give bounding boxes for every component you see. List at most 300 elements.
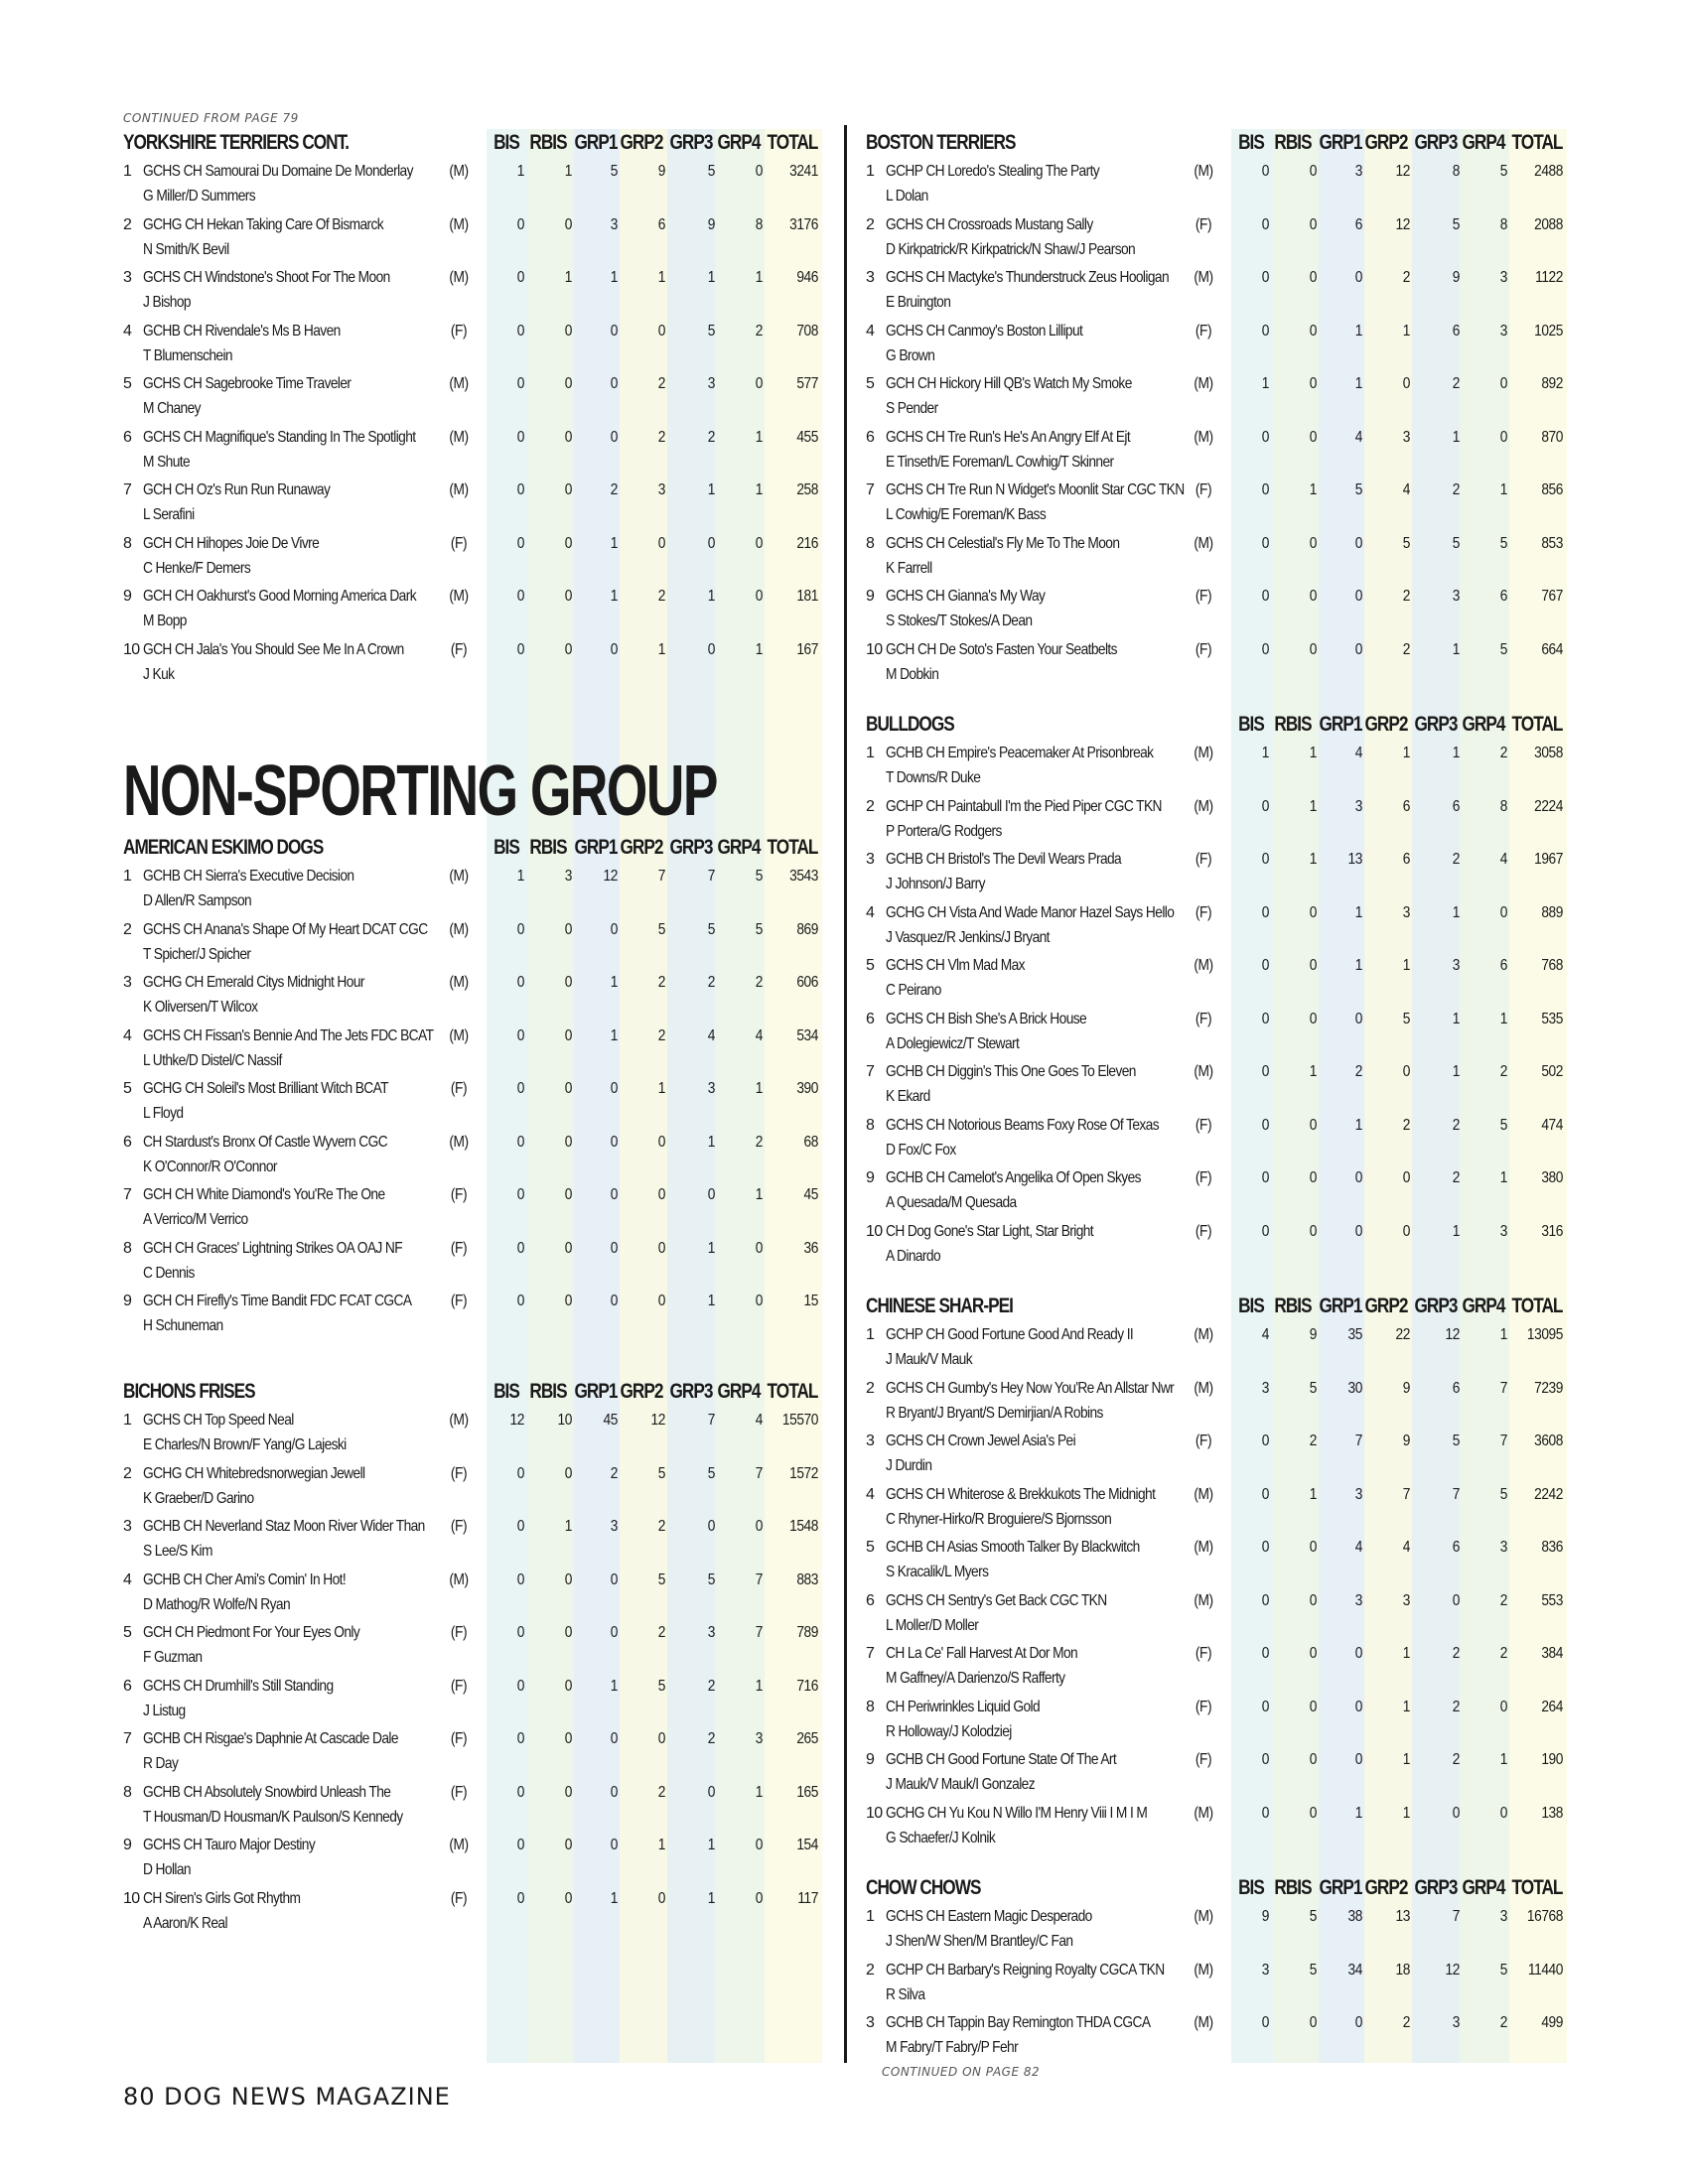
stat-bis: 0 [1261,1116,1269,1134]
stat-rbis: 0 [1309,1698,1317,1715]
stat-bis: 0 [516,481,524,498]
rank-number: 2 [123,1464,132,1482]
stat-grp3: 5 [707,163,715,180]
ranking-row [123,1886,838,1940]
stat-bis: 0 [1261,1010,1269,1027]
rank-number: 10 [123,640,140,658]
stat-total: 45 [803,1186,818,1203]
dog-name: GCHS CH Drumhill's Still Standing [143,1677,334,1695]
rank-number: 5 [866,375,875,392]
owner-names: A Dolegiewicz/T Stewart [886,1034,1020,1052]
stat-rbis: 0 [1309,1591,1317,1609]
stat-grp4: 1 [755,428,763,446]
stat-grp2: 1 [1402,745,1410,761]
stat-bis: 0 [516,1570,524,1588]
stat-total: 11440 [1527,1961,1563,1979]
stat-grp1: 1 [1354,322,1362,340]
stat-grp3: 0 [1452,1591,1460,1609]
stat-total: 455 [796,428,818,446]
owner-names: R Holloway/J Kolodziej [886,1722,1012,1740]
stat-grp3: 1 [707,1837,715,1853]
stat-total: 768 [1541,957,1563,974]
stat-grp1: 5 [610,163,618,180]
rank-number: 8 [866,1116,875,1134]
stat-grp2: 0 [657,1239,665,1257]
stat-total: 3176 [789,215,818,233]
stat-grp3: 1 [707,269,715,286]
sex-label: (F) [450,1239,468,1257]
rank-number: 9 [866,588,875,605]
ranking-row [123,1620,838,1674]
stat-grp2: 0 [657,1133,665,1151]
ranking-row [123,478,838,531]
stat-grp4: 7 [755,1624,763,1641]
stat-grp2: 3 [1402,428,1410,446]
stat-bis: 9 [1261,1908,1269,1925]
rank-number: 3 [866,2014,875,2031]
stat-grp2: 2 [1402,588,1410,605]
stat-bis: 0 [516,1889,524,1907]
sex-label: (F) [1195,1169,1212,1186]
stat-grp4: 0 [755,1837,763,1853]
stat-grp3: 1 [1452,1222,1460,1240]
sex-label: (F) [450,1889,468,1907]
stat-bis: 0 [516,1133,524,1151]
rank-number: 3 [866,851,875,868]
dog-name: GCHB CH Sierra's Executive Decision [143,868,354,885]
rank-number: 1 [123,1412,132,1429]
owner-names: K Farrell [886,559,932,577]
owner-names: S Pender [886,400,938,417]
stat-grp2: 9 [657,163,665,180]
column-header-grp2: GRP2 [620,836,663,859]
stat-grp3: 2 [1452,851,1460,868]
rank-number: 4 [866,903,875,921]
stat-rbis: 0 [1309,1645,1317,1662]
stat-grp4: 1 [755,640,763,658]
stat-grp1: 1 [610,534,618,552]
rank-number: 4 [123,1570,132,1588]
stat-grp4: 8 [1499,797,1507,815]
stat-grp3: 7 [1452,1908,1460,1925]
stat-grp2: 9 [1402,1433,1410,1449]
stat-grp1: 38 [1347,1908,1362,1925]
stat-rbis: 0 [564,322,572,340]
stat-total: 2488 [1534,163,1563,180]
stat-bis: 0 [1261,215,1269,233]
stat-total: 1967 [1534,851,1563,868]
stat-total: 502 [1541,1063,1563,1080]
owner-names: M Bopp [143,613,187,629]
rank-number: 2 [866,1379,875,1397]
stat-rbis: 1 [1309,1485,1317,1503]
sex-label: (M) [449,1026,469,1044]
stat-bis: 0 [1261,1751,1269,1768]
stat-bis: 0 [516,1730,524,1747]
stat-grp4: 5 [755,920,763,938]
rank-number: 8 [866,534,875,552]
stat-rbis: 10 [557,1412,572,1429]
stat-grp2: 3 [1402,1591,1410,1609]
sex-label: (F) [450,1186,468,1203]
stat-total: 836 [1541,1539,1563,1556]
column-header-grp1: GRP1 [1319,131,1362,154]
stat-grp1: 0 [610,428,618,446]
owner-names: J Bishop [143,294,191,311]
rank-number: 1 [866,1326,875,1343]
column-header-grp3: GRP3 [1414,131,1458,154]
stat-rbis: 0 [1309,1010,1317,1027]
stat-rbis: 0 [564,1624,572,1641]
stat-grp2: 5 [657,920,665,938]
stat-bis: 0 [516,920,524,938]
breed-name: BOSTON TERRIERS [866,131,1016,154]
stat-grp3: 1 [1452,903,1460,921]
owner-names: K Ekard [886,1088,930,1105]
stat-bis: 0 [516,534,524,552]
rank-number: 3 [123,269,132,286]
rank-number: 9 [123,1837,132,1853]
stat-bis: 1 [1261,745,1269,761]
stat-grp4: 2 [1499,1645,1507,1662]
stat-grp3: 5 [707,920,715,938]
stat-grp4: 1 [1499,481,1507,498]
ranking-row [123,1780,838,1834]
stat-grp2: 7 [1402,1485,1410,1503]
ranking-row [123,637,838,691]
stat-grp3: 2 [1452,481,1460,498]
stat-grp2: 2 [657,1783,665,1801]
ranking-row [866,212,1581,266]
ranking-row [866,1482,1581,1536]
stat-grp2: 4 [1402,481,1410,498]
stat-grp1: 45 [603,1412,618,1429]
stat-total: 789 [796,1624,818,1641]
column-header-grp2: GRP2 [620,1380,663,1403]
stat-grp1: 1 [610,1889,618,1907]
dog-name: CH Periwrinkles Liquid Gold [886,1698,1041,1715]
stat-grp4: 0 [1499,903,1507,921]
stat-grp3: 6 [1452,797,1460,815]
breed-section [866,1874,1581,2064]
column-header-bis: BIS [1238,131,1264,154]
stat-rbis: 2 [1309,1433,1317,1449]
owner-names: E Tinseth/E Foreman/L Cowhig/T Skinner [886,453,1114,471]
ranking-row [123,212,838,266]
column-header-bis: BIS [1238,1295,1264,1317]
dog-name: GCHS CH Sagebrooke Time Traveler [143,375,352,392]
stat-grp3: 2 [707,1677,715,1695]
stat-grp4: 5 [755,868,763,885]
dog-name: GCH CH Firefly's Time Bandit FDC FCAT CGCA [143,1293,412,1309]
stat-grp1: 0 [1354,534,1362,552]
owner-names: J Mauk/V Mauk/I Gonzalez [886,1776,1035,1793]
owner-names: J Vasquez/R Jenkins/J Bryant [886,928,1050,946]
stat-grp3: 6 [1452,1379,1460,1397]
breed-name: BULLDOGS [866,713,954,736]
stat-grp2: 0 [1402,1169,1410,1186]
stat-grp1: 6 [1354,215,1362,233]
stat-rbis: 0 [1309,1169,1317,1186]
stat-grp1: 1 [1354,903,1362,921]
sex-label: (M) [449,269,469,286]
stat-bis: 0 [1261,481,1269,498]
stat-grp4: 2 [1499,745,1507,761]
column-header-rbis: RBIS [1274,1876,1312,1899]
ranking-row [866,531,1581,585]
ranking-row [866,265,1581,319]
sex-label: (M) [449,1412,469,1429]
stat-rbis: 1 [1309,1063,1317,1080]
stat-bis: 0 [1261,797,1269,815]
stat-total: 708 [796,322,818,340]
stat-grp3: 0 [707,640,715,658]
sex-label: (M) [449,428,469,446]
column-header-grp3: GRP3 [669,836,713,859]
dog-name: GCHS CH Bish She's A Brick House [886,1010,1087,1027]
stat-grp1: 3 [1354,163,1362,180]
stat-bis: 12 [509,1412,524,1429]
owner-names: A Verrico/M Verrico [143,1211,248,1228]
sex-label: (M) [1194,2014,1213,2031]
dog-name: GCHS CH Notorious Beams Foxy Rose Of Texas [886,1116,1159,1134]
ranking-row [866,371,1581,425]
stat-grp1: 0 [610,375,618,392]
rank-number: 8 [123,534,132,552]
stat-grp2: 2 [657,375,665,392]
stat-total: 606 [796,974,818,991]
stat-rbis: 0 [1309,322,1317,340]
sex-label: (F) [450,1624,468,1641]
breed-section [123,1378,838,1939]
stat-grp2: 2 [1402,269,1410,286]
ranking-row [866,1376,1581,1430]
stat-total: 380 [1541,1169,1563,1186]
stat-rbis: 0 [564,974,572,991]
stat-total: 870 [1541,428,1563,446]
stat-grp1: 0 [610,1186,618,1203]
stat-grp1: 1 [1354,957,1362,974]
stat-total: 664 [1541,640,1563,658]
column-header-grp4: GRP4 [717,836,761,859]
rank-number: 1 [123,163,132,180]
column-header-grp4: GRP4 [1462,131,1505,154]
stat-grp1: 0 [1354,1698,1362,1715]
stat-total: 258 [796,481,818,498]
stat-grp3: 12 [1445,1326,1460,1343]
stat-grp1: 3 [1354,1485,1362,1503]
stat-grp4: 0 [1499,375,1507,392]
sex-label: (M) [1194,534,1213,552]
stat-grp1: 0 [610,640,618,658]
stat-rbis: 1 [564,1518,572,1535]
stat-grp3: 4 [707,1026,715,1044]
rank-number: 7 [123,1730,132,1747]
owner-names: M Shute [143,453,191,471]
breed-header [123,1378,838,1408]
sex-label: (M) [1194,375,1213,392]
sex-label: (F) [450,640,468,658]
column-header-grp2: GRP2 [1364,1876,1408,1899]
stat-grp3: 2 [707,428,715,446]
column-header-grp4: GRP4 [1462,1295,1505,1317]
stat-grp1: 0 [610,1624,618,1641]
stat-grp4: 7 [755,1464,763,1482]
stat-total: 869 [796,920,818,938]
dog-name: GCHB CH Camelot's Angelika Of Open Skyes [886,1169,1141,1186]
stat-grp3: 5 [707,1570,715,1588]
stat-grp3: 12 [1445,1961,1460,1979]
stat-total: 265 [796,1730,818,1747]
sex-label: (M) [449,1133,469,1151]
sex-label: (M) [449,163,469,180]
rank-number: 9 [866,1751,875,1768]
rank-number: 9 [123,588,132,605]
column-header-total: TOTAL [767,131,818,154]
rank-number: 3 [866,269,875,286]
rank-number: 2 [866,797,875,815]
owner-names: L Moller/D Moller [886,1616,979,1634]
column-header-bis: BIS [493,836,519,859]
stat-grp3: 3 [1452,2014,1460,2031]
stat-total: 390 [796,1080,818,1097]
stat-total: 181 [796,588,818,605]
owner-names: D Mathog/R Wolfe/N Ryan [143,1595,291,1613]
stat-grp1: 1 [610,974,618,991]
ranking-row [123,1461,838,1515]
stat-grp3: 6 [1452,322,1460,340]
sex-label: (F) [450,1518,468,1535]
stat-grp4: 0 [755,1293,763,1309]
stat-rbis: 0 [1309,163,1317,180]
stat-rbis: 0 [1309,1116,1317,1134]
owner-names: S Kracalik/L Myers [886,1564,989,1580]
stat-grp2: 5 [657,1570,665,1588]
stat-rbis: 0 [1309,903,1317,921]
stat-total: 499 [1541,2014,1563,2031]
ranking-row [866,1641,1581,1695]
rank-number: 2 [123,920,132,938]
breed-section [123,834,838,1342]
stat-grp2: 1 [1402,1804,1410,1822]
owner-names: J Listug [143,1702,186,1719]
stat-total: 553 [1541,1591,1563,1609]
stat-grp3: 7 [707,868,715,885]
stat-bis: 0 [516,640,524,658]
stat-rbis: 0 [564,1730,572,1747]
stat-grp2: 1 [1402,322,1410,340]
dog-name: GCHS CH Tre Run N Widget's Moonlit Star CGC TKN [886,481,1185,498]
stat-grp2: 1 [1402,1751,1410,1768]
stat-rbis: 0 [564,534,572,552]
ranking-row [866,847,1581,900]
stat-grp2: 1 [1402,1645,1410,1662]
stat-grp4: 3 [1499,1539,1507,1556]
owner-names: M Chaney [143,400,201,417]
stat-grp1: 3 [1354,1591,1362,1609]
sex-label: (F) [1195,588,1212,605]
stat-rbis: 0 [564,1677,572,1695]
stat-grp1: 0 [1354,588,1362,605]
sex-label: (M) [449,1570,469,1588]
stat-rbis: 0 [1309,215,1317,233]
ranking-row [866,1429,1581,1482]
stat-grp2: 0 [1402,1222,1410,1240]
stat-grp4: 4 [755,1412,763,1429]
stat-grp4: 2 [1499,2014,1507,2031]
sex-label: (M) [1194,1961,1213,1979]
stat-grp4: 5 [1499,534,1507,552]
stat-bis: 0 [1261,851,1269,868]
ranking-row [866,1695,1581,1748]
stat-bis: 0 [516,1837,524,1853]
stat-bis: 0 [1261,1698,1269,1715]
stat-grp3: 3 [1452,588,1460,605]
stat-grp2: 0 [657,322,665,340]
stat-grp4: 5 [1499,1485,1507,1503]
ranking-row [123,1130,838,1183]
sex-label: (F) [1195,1433,1212,1449]
stat-grp2: 1 [1402,1698,1410,1715]
stat-rbis: 3 [564,868,572,885]
stat-rbis: 0 [564,481,572,498]
stat-rbis: 5 [1309,1379,1317,1397]
sex-label: (F) [450,1293,468,1309]
ranking-row [866,1958,1581,2011]
column-header-total: TOTAL [1511,1295,1563,1317]
stat-rbis: 0 [564,428,572,446]
dog-name: GCHS CH Gianna's My Way [886,588,1046,605]
stat-rbis: 0 [1309,957,1317,974]
owner-names: L Floyd [143,1105,184,1122]
stat-bis: 0 [516,1026,524,1044]
stat-rbis: 0 [1309,2014,1317,2031]
column-header-grp1: GRP1 [1319,1876,1362,1899]
sex-label: (F) [450,1464,468,1482]
sex-label: (M) [1194,1485,1213,1503]
stat-rbis: 5 [1309,1908,1317,1925]
stat-grp3: 7 [1452,1485,1460,1503]
owner-names: H Schuneman [143,1317,223,1334]
rank-number: 5 [866,1539,875,1556]
stat-bis: 0 [516,588,524,605]
ranking-row [123,1833,838,1886]
owner-names: T Downs/R Duke [886,769,981,786]
ranking-row [123,531,838,585]
column-header-bis: BIS [493,131,519,154]
owner-names: J Kuk [143,665,175,683]
column-header-grp1: GRP1 [1319,713,1362,736]
stat-bis: 4 [1261,1326,1269,1343]
rank-number: 7 [123,481,132,498]
rank-number: 1 [123,868,132,885]
stat-grp4: 5 [1499,163,1507,180]
owner-names: A Quesada/M Quesada [886,1194,1017,1211]
group-title: NON-SPORTING GROUP [123,751,717,831]
dog-name: GCHB CH Asias Smooth Talker By Blackwitch [886,1539,1140,1556]
dog-name: GCHG CH Yu Kou N Willo I'M Henry Viii I M I M [886,1804,1148,1822]
stat-grp2: 12 [1395,215,1410,233]
sex-label: (F) [1195,1116,1212,1134]
rank-number: 6 [866,1591,875,1609]
sex-label: (F) [1195,322,1212,340]
stat-grp3: 6 [1452,1539,1460,1556]
stat-total: 316 [1541,1222,1563,1240]
stat-grp1: 1 [1354,375,1362,392]
stat-grp1: 1 [610,1677,618,1695]
stat-grp4: 0 [1499,1698,1507,1715]
stat-bis: 0 [1261,2014,1269,2031]
